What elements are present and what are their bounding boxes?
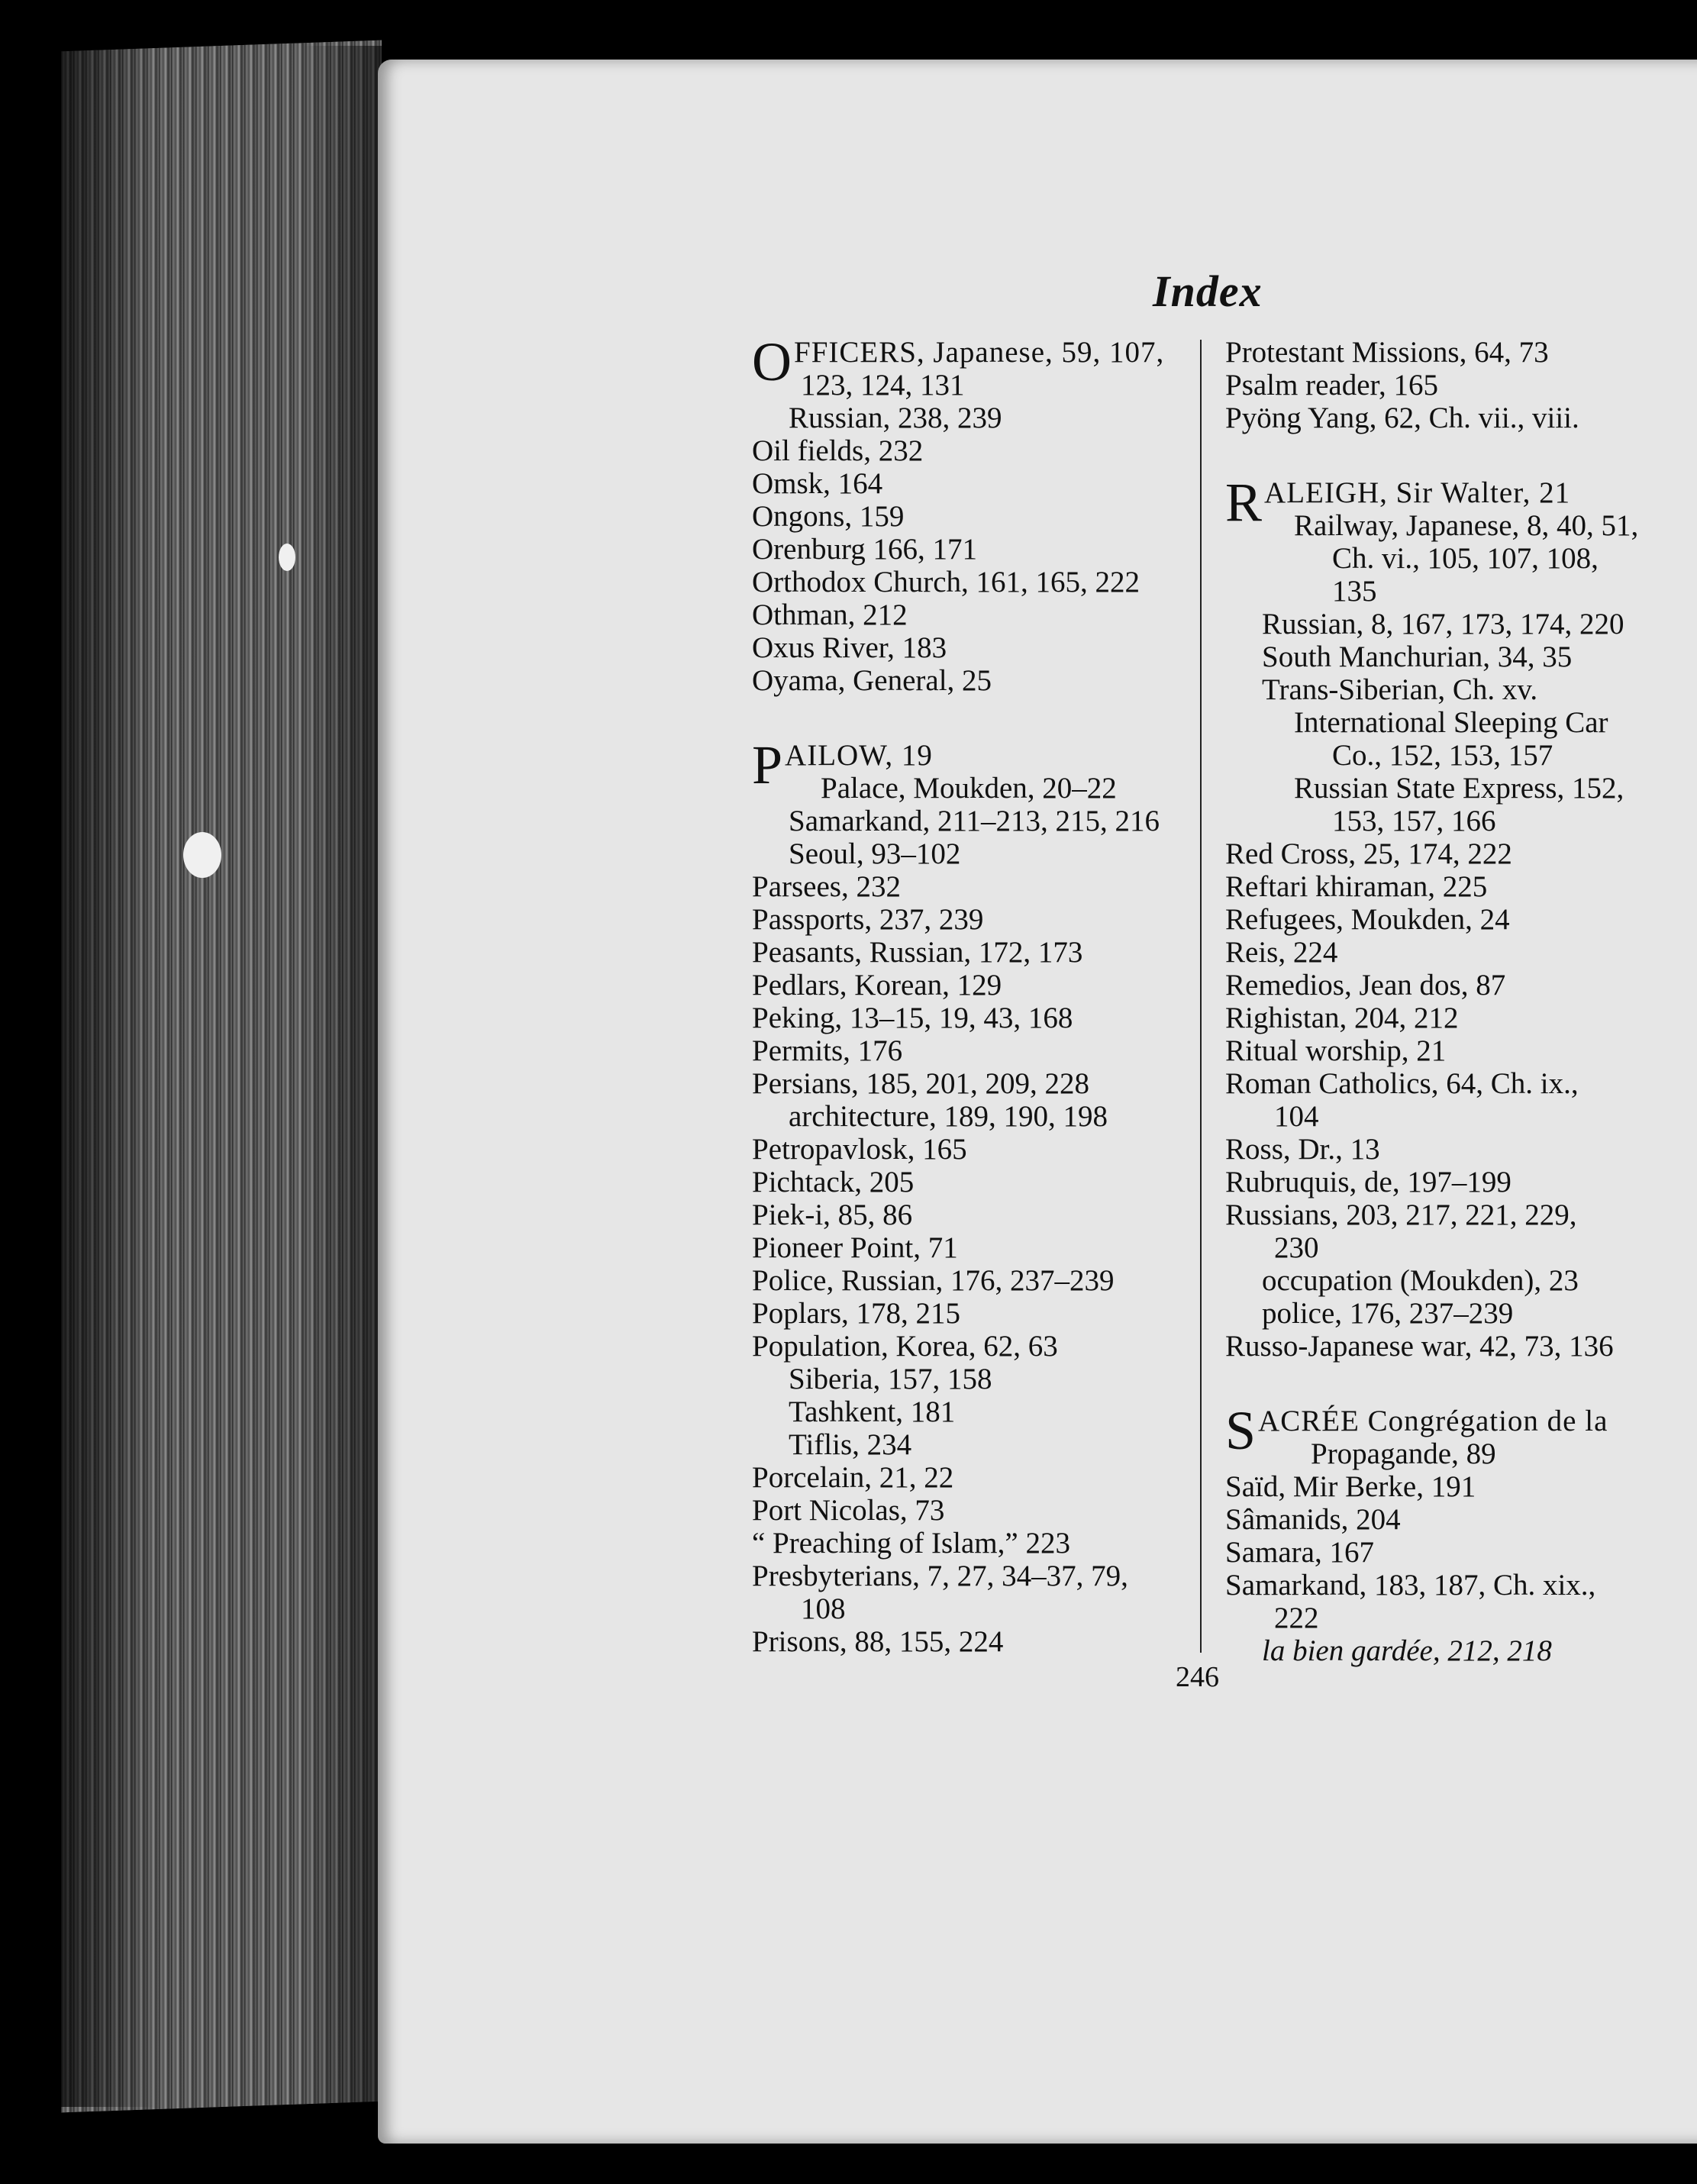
index-entry: Othman, 212 (752, 598, 908, 631)
index-column-right (1225, 336, 1683, 1667)
index-entry: Permits, 176 (752, 1034, 903, 1067)
index-entry-continuation: 123, 124, 131 (801, 369, 965, 402)
index-entry: Passports, 237, 239 (752, 903, 984, 936)
drop-cap: P (752, 734, 784, 795)
index-entry: Pioneer Point, 71 (752, 1231, 958, 1264)
index-entry: Police, Russian, 176, 237–239 (752, 1264, 1115, 1297)
index-entry: ALEIGH, Sir Walter, 21 (1264, 476, 1571, 509)
index-entry-continuation: Ch. vi., 105, 107, 108, (1332, 542, 1599, 575)
index-entry: Orthodox Church, 161, 165, 222 (752, 566, 1140, 598)
index-entry: Peasants, Russian, 172, 173 (752, 936, 1083, 969)
index-subentry: la bien gardée, 212, 218 (1262, 1634, 1552, 1667)
index-entry: Persians, 185, 201, 209, 228 (752, 1067, 1089, 1100)
index-entry: Russo-Japanese war, 42, 73, 136 (1225, 1330, 1614, 1363)
page-speck (183, 832, 221, 878)
index-entry: Rubruquis, de, 197–199 (1225, 1166, 1511, 1198)
index-entry: Pyöng Yang, 62, Ch. vii., viii. (1225, 402, 1579, 434)
section-gap (752, 697, 1195, 739)
index-subentry: Tiflis, 234 (789, 1428, 912, 1461)
index-subentry: Railway, Japanese, 8, 40, 51, (1294, 509, 1639, 542)
index-entry-continuation: 153, 157, 166 (1332, 805, 1496, 837)
index-entry: AILOW, 19 (785, 739, 933, 772)
page-speck (279, 544, 295, 571)
index-entry: Sâmanids, 204 (1225, 1503, 1401, 1536)
index-entry-continuation: Propagande, 89 (1311, 1437, 1496, 1470)
index-entry: Russians, 203, 217, 221, 229, (1225, 1198, 1577, 1231)
index-column-left (752, 331, 1195, 1658)
drop-cap: R (1225, 472, 1263, 533)
index-entry: Samara, 167 (1225, 1536, 1374, 1569)
index-entry: Presbyterians, 7, 27, 34–37, 79, (752, 1560, 1128, 1592)
section-gap (1225, 1363, 1683, 1405)
index-entry: Reftari khiraman, 225 (1225, 870, 1488, 903)
index-entry: Petropavlosk, 165 (752, 1133, 967, 1166)
index-entry: Red Cross, 25, 174, 222 (1225, 837, 1512, 870)
index-subentry: Siberia, 157, 158 (789, 1363, 992, 1395)
index-subentry: Russian, 8, 167, 173, 174, 220 (1262, 608, 1624, 640)
index-entry: Oxus River, 183 (752, 631, 947, 664)
index-entry: Orenburg 166, 171 (752, 533, 977, 566)
index-entry: Righistan, 204, 212 (1225, 1002, 1459, 1034)
index-entry: FFICERS, Japanese, 59, 107, (794, 336, 1165, 369)
index-entry: Parsees, 232 (752, 870, 901, 903)
index-entry: Samarkand, 183, 187, Ch. xix., (1225, 1569, 1596, 1602)
index-entry: Piek-i, 85, 86 (752, 1198, 913, 1231)
index-entry: Porcelain, 21, 22 (752, 1461, 954, 1494)
index-entry: “ Preaching of Islam,” 223 (752, 1527, 1070, 1560)
drop-cap: O (752, 331, 792, 392)
page-number: 246 (1176, 1661, 1219, 1693)
index-subentry: occupation (Moukden), 23 (1262, 1264, 1579, 1297)
index-entry-continuation: 230 (1274, 1231, 1319, 1264)
index-subentry: Tashkent, 181 (789, 1395, 956, 1428)
index-entry-continuation: 108 (801, 1592, 846, 1625)
index-entry: Remedios, Jean dos, 87 (1225, 969, 1506, 1002)
index-subentry: International Sleeping Car (1294, 706, 1608, 739)
index-subentry: Russian State Express, 152, (1294, 772, 1624, 805)
index-entry: Ross, Dr., 13 (1225, 1133, 1380, 1166)
index-entry: Refugees, Moukden, 24 (1225, 903, 1510, 936)
page-title: Index (1153, 266, 1263, 316)
index-entry-continuation: 104 (1274, 1100, 1319, 1133)
column-divider (1200, 340, 1202, 1653)
index-entry: Reis, 224 (1225, 936, 1338, 969)
index-entry: ACRÉE Congrégation de la (1258, 1405, 1608, 1437)
index-entry: Psalm reader, 165 (1225, 369, 1438, 402)
index-subentry: architecture, 189, 190, 198 (789, 1100, 1108, 1133)
index-entry: Port Nicolas, 73 (752, 1494, 945, 1527)
index-entry-continuation: 222 (1274, 1602, 1319, 1634)
index-entry: Pedlars, Korean, 129 (752, 969, 1002, 1002)
index-subentry: Samarkand, 211–213, 215, 216 (789, 805, 1160, 837)
index-entry: Population, Korea, 62, 63 (752, 1330, 1058, 1363)
index-entry: Protestant Missions, 64, 73 (1225, 336, 1549, 369)
index-subentry: Seoul, 93–102 (789, 837, 961, 870)
index-entry-continuation: Co., 152, 153, 157 (1332, 739, 1553, 772)
index-subentry: police, 176, 237–239 (1262, 1297, 1514, 1330)
index-entry: Oyama, General, 25 (752, 664, 992, 697)
index-entry: Saïd, Mir Berke, 191 (1225, 1470, 1476, 1503)
index-subentry: Russian, 238, 239 (789, 402, 1002, 434)
index-entry: Poplars, 178, 215 (752, 1297, 960, 1330)
index-entry: Ritual worship, 21 (1225, 1034, 1447, 1067)
section-gap (1225, 434, 1683, 476)
index-entry: Omsk, 164 (752, 467, 883, 500)
index-entry: Pichtack, 205 (752, 1166, 915, 1198)
index-entry: Peking, 13–15, 19, 43, 168 (752, 1002, 1073, 1034)
index-subentry: Trans-Siberian, Ch. xv. (1262, 673, 1538, 706)
index-entry: Ongons, 159 (752, 500, 905, 533)
index-entry: Oil fields, 232 (752, 434, 924, 467)
book-edge-shadow (61, 46, 382, 2107)
index-subentry: South Manchurian, 34, 35 (1262, 640, 1573, 673)
index-entry: Roman Catholics, 64, Ch. ix., (1225, 1067, 1579, 1100)
index-entry: Prisons, 88, 155, 224 (752, 1625, 1004, 1658)
index-subentry: Palace, Moukden, 20–22 (821, 772, 1117, 805)
index-entry-continuation: 135 (1332, 575, 1377, 608)
drop-cap: S (1225, 1400, 1257, 1461)
